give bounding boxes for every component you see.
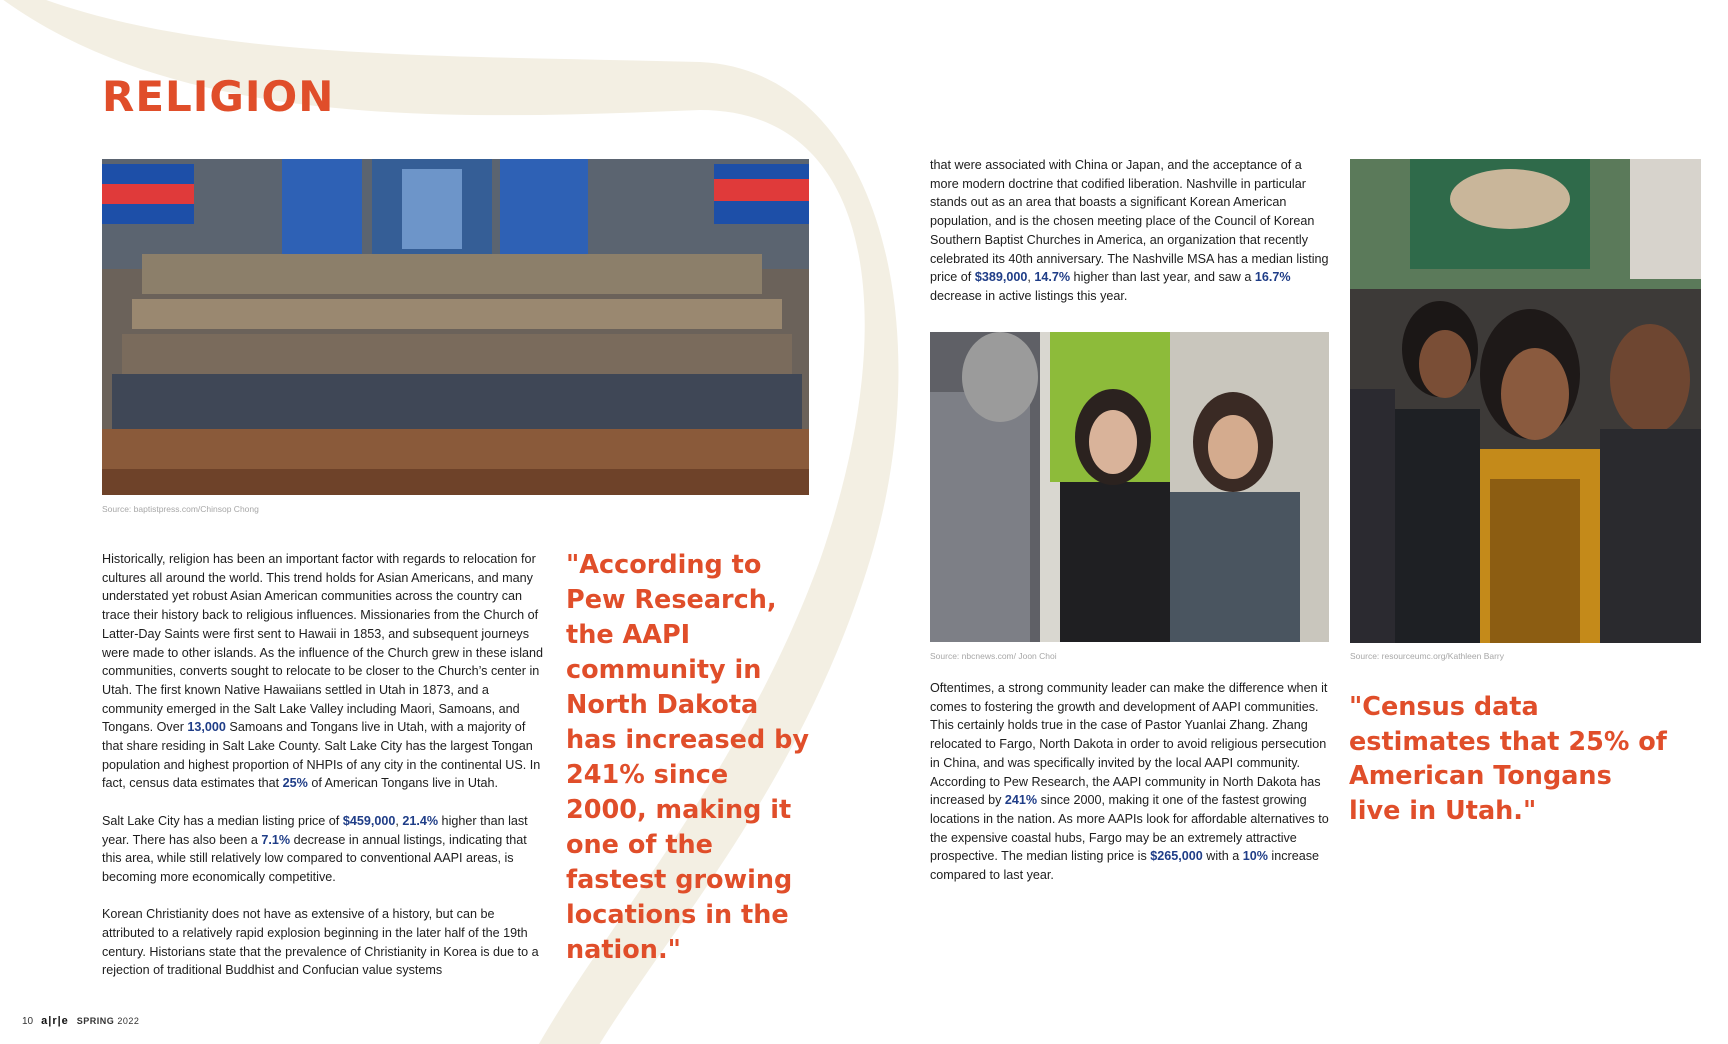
magazine-logo: a|r|e bbox=[41, 1015, 69, 1027]
pull-quote: "Census data estimates that 25% of American Tongans live in Utah." bbox=[1349, 692, 1667, 826]
leaders-photo-caption: Source: nbcnews.com/ Joon Choi bbox=[930, 651, 1057, 661]
highlight-stat: 16.7% bbox=[1254, 270, 1291, 285]
page-footer bbox=[22, 1015, 139, 1027]
paragraph: Historically, religion has been an important factor with regards to relocation for cultures all around the world. This trend holds for Asian Americans, and many understated yet robust Asian American communities across the country can trace their history back to religious influences. Missionaries from the Church of Latter-Day Saints were first sent to Hawaii in 1853, and subsequent journeys were made to other islands. As the influence of the Church grew in these island communities, converts sought to relocate to be closer to the Church’s center in Utah. The first known Native Hawaiians settled in Utah in 1873, and a community emerged in the Salt Lake Valley including Maori, Samoans, and Tongans. Over 13,000 Samoans and Tongans live in Utah, with a majority of that share residing in Salt Lake County. Salt Lake City has the largest Tongan population and highest proportion of NHPIs of any city in the continental US. In fact, census data estimates that 25% of American Tongans live in Utah. bbox=[102, 552, 544, 791]
highlight-stat: 7.1% bbox=[261, 832, 291, 847]
highlight-stat: 13,000 bbox=[187, 720, 226, 735]
page-title: RELIGION bbox=[102, 72, 335, 121]
page-number: 10 bbox=[22, 1015, 34, 1027]
highlight-stat: $459,000 bbox=[342, 813, 396, 828]
highlight-stat: $265,000 bbox=[1150, 849, 1203, 864]
highlight-stat: 21.4% bbox=[402, 813, 439, 828]
church-group-photo bbox=[102, 159, 809, 495]
highlight-stat: 241% bbox=[1004, 793, 1038, 808]
church-photo-caption: Source: baptistpress.com/Chinsop Chong bbox=[102, 504, 259, 514]
paragraph: Korean Christianity does not have as extensive of a history, but can be attributed to a relatively rapid explosion beginning in the later half of the 19th century. Historians state that the prevalence of Christianity in Korea is due to a rejection of traditional Buddhist and Confucian value systems bbox=[102, 907, 539, 978]
highlight-stat: 10% bbox=[1242, 849, 1268, 864]
body-column-2-top bbox=[930, 156, 1332, 306]
highlight-stat: $389,000 bbox=[974, 270, 1028, 285]
community-leaders-photo bbox=[930, 332, 1329, 642]
choir-photo bbox=[1350, 159, 1701, 643]
paragraph: Salt Lake City has a median listing price of $459,000, 21.4% higher than last year. There has also been a 7.1% decrease in annual listings, indicating that this area, while still relatively low compared to conventional AAPI areas, is becoming more economically competitive. bbox=[102, 813, 528, 884]
paragraph: that were associated with China or Japan, and the acceptance of a more modern doctrine that codified liberation. Nashville in particular stands out as an area that boasts a significant Korean American population, and is the chosen meeting place of the Council of Korean Southern Baptist Churches in America, an organization that recently celebrated its 40th anniversary. The Nashville MSA has a median listing price of $389,000, 14.7% higher than last year, and saw a 16.7% decrease in active listings this year. bbox=[930, 158, 1329, 303]
issue-label: SPRING 2022 bbox=[76, 1016, 140, 1026]
highlight-stat: 25% bbox=[282, 776, 308, 791]
choir-photo-caption: Source: resourceumc.org/Kathleen Barry bbox=[1350, 651, 1505, 661]
body-column-2-bottom bbox=[930, 679, 1332, 885]
highlight-stat: 14.7% bbox=[1034, 270, 1071, 285]
pull-quote: "According to Pew Research, the AAPI community in North Dakota has increased by 241% since 2000, making it one of the fastest growing locations in the nation." bbox=[566, 550, 809, 965]
paragraph: Oftentimes, a strong community leader can make the difference when it comes to fostering the growth and development of AAPI communities. This certainly holds true in the case of Pastor Yuanlai Zhang. Zhang relocated to Fargo, North Dakota in order to avoid religious persecution in China, and was specifically invited by the local AAPI community. According to Pew Research, the AAPI community in North Dakota has increased by 241% since 2000, making it one of the fastest growing locations in the nation. As more AAPIs look for affordable alternatives to the expensive coastal hubs, Fargo may be an extremely attractive prospective. The median listing price is $265,000 with a 10% increase compared to last year. bbox=[930, 681, 1329, 883]
body-column-1 bbox=[102, 550, 547, 980]
